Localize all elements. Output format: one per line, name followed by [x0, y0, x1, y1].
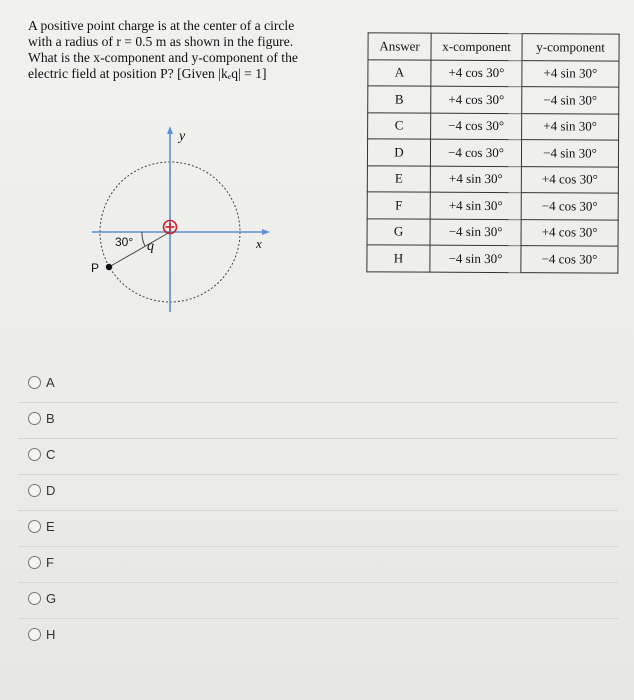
option-label: D [46, 483, 56, 498]
table-row [367, 245, 618, 273]
y-component-cell: −4 sin 30° [521, 140, 618, 167]
question-text [28, 18, 348, 82]
point-p [106, 264, 112, 270]
answer-cell: A [368, 59, 431, 86]
option-d[interactable] [18, 476, 618, 511]
answer-cell: E [367, 165, 430, 192]
y-component-cell: +4 sin 30° [522, 60, 619, 87]
table-row [367, 139, 618, 167]
y-component-cell: −4 cos 30° [521, 246, 618, 273]
question-line: electric field at position P? [Given |kₑq| = 1] [28, 66, 267, 81]
radio-button[interactable] [28, 448, 41, 461]
table-row [367, 165, 618, 193]
column-header: Answer [368, 33, 431, 60]
column-header: x-component [431, 33, 522, 60]
x-component-cell: −4 cos 30° [431, 113, 522, 140]
point-label: P [91, 261, 100, 275]
table-row [368, 112, 619, 140]
question-line: with a radius of r = 0.5 m as shown in the figure. [28, 34, 294, 49]
option-label: H [46, 627, 56, 642]
option-c[interactable] [18, 440, 618, 475]
option-e[interactable] [18, 512, 618, 547]
answer-cell: B [368, 86, 431, 113]
answer-cell: D [367, 139, 430, 166]
option-label: F [46, 555, 54, 570]
option-label: B [46, 411, 55, 426]
x-axis-arrow [262, 229, 270, 235]
answer-cell: C [368, 112, 431, 139]
table-row [367, 218, 618, 246]
y-component-cell: +4 sin 30° [522, 113, 619, 140]
answer-table [366, 32, 619, 273]
answer-cell: G [367, 218, 430, 245]
y-axis-arrow [167, 126, 173, 134]
column-header: y-component [522, 34, 619, 61]
y-component-cell: −4 sin 30° [522, 87, 619, 114]
angle-label: 30° [115, 235, 134, 249]
answer-cell: F [367, 192, 430, 219]
radio-button[interactable] [28, 520, 41, 533]
answer-cell: H [367, 245, 430, 272]
radio-button[interactable] [28, 592, 41, 605]
x-component-cell: −4 sin 30° [430, 219, 521, 246]
option-g[interactable] [18, 584, 618, 619]
option-h[interactable] [18, 620, 618, 654]
option-a[interactable] [18, 368, 618, 403]
radio-button[interactable] [28, 628, 41, 641]
x-axis-label: x [256, 236, 262, 251]
question-line: A positive point charge is at the center of a circle [28, 18, 295, 33]
x-component-cell: −4 sin 30° [430, 245, 521, 272]
table-row [368, 86, 619, 114]
y-axis-label: y [179, 129, 186, 144]
x-component-cell: −4 cos 30° [430, 139, 521, 166]
table-row [368, 59, 619, 87]
x-component-cell: +4 cos 30° [431, 60, 522, 87]
circle-diagram [82, 122, 282, 312]
option-f[interactable] [18, 548, 618, 583]
option-label: C [46, 447, 56, 462]
option-b[interactable] [18, 404, 618, 439]
angle-arc [142, 232, 145, 246]
radio-button[interactable] [28, 412, 41, 425]
y-component-cell: −4 cos 30° [521, 193, 618, 220]
option-label: E [46, 519, 55, 534]
y-component-cell: +4 cos 30° [521, 166, 618, 193]
question-line: What is the x-component and y-component of the [28, 50, 298, 65]
table-header-row [368, 33, 619, 61]
option-label: A [46, 375, 55, 390]
option-label: G [46, 591, 57, 606]
y-component-cell: +4 cos 30° [521, 219, 618, 246]
radio-button[interactable] [28, 376, 41, 389]
x-component-cell: +4 sin 30° [430, 166, 521, 193]
radio-button[interactable] [28, 484, 41, 497]
table-row [367, 192, 618, 220]
radio-button[interactable] [28, 556, 41, 569]
x-component-cell: +4 cos 30° [431, 86, 522, 113]
x-component-cell: +4 sin 30° [430, 192, 521, 219]
charge-label: q [147, 239, 154, 254]
